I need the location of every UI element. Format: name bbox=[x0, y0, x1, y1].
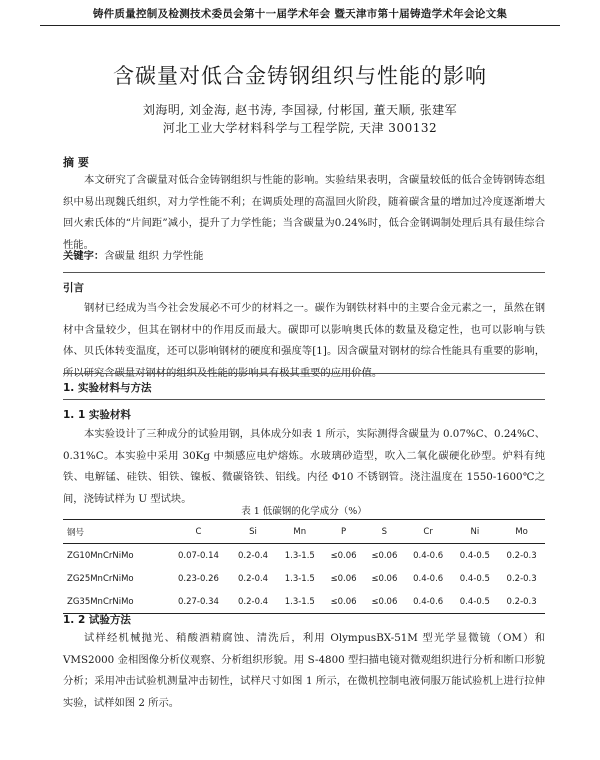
table-row bbox=[63, 567, 545, 590]
running-header: 铸件质量控制及检测技术委员会第十一届学术年会 暨天津市第十届铸造学术年会论文集 bbox=[92, 8, 508, 20]
intro-heading: 引言 bbox=[63, 282, 84, 294]
divider bbox=[63, 399, 545, 400]
keywords bbox=[63, 247, 203, 262]
abstract-text: 本文研究了含碳量对低合金铸钢组织与性能的影响。实验结果表明，含碳量较低的低合金铸钢铸态组织中易出现魏氏组织，对力学性能不利；在调质处理的高温回火阶段，随着碳含量的增加过冷度逐渐增大回火索氏体的“片间距”减小，提升了力学性能；当含碳量为0.24%时，低合金钢调制处理后具有最佳综合性能。 bbox=[63, 174, 545, 251]
author-list: 刘海明, 刘金海, 赵书涛, 李国禄, 付彬国, 董天顺, 张建军 bbox=[142, 103, 458, 117]
table-cell: ≤0.06 bbox=[364, 590, 405, 614]
table-cell: ZG25MnCrNiMo bbox=[67, 573, 134, 584]
table-cell: ≤0.06 bbox=[371, 573, 398, 584]
table-cell: ZG10MnCrNiMo bbox=[67, 550, 134, 561]
abstract-heading: 摘 要 bbox=[63, 156, 89, 169]
section-1-2-heading: 1. 2 试验方法 bbox=[63, 614, 131, 626]
table-cell: 0.4-0.5 bbox=[459, 573, 490, 584]
col-header: 钢号 bbox=[63, 520, 167, 544]
table-cell: 0.4-0.5 bbox=[452, 590, 499, 614]
affiliation: 河北工业大学材料科学与工程学院, 天津 300132 bbox=[162, 121, 438, 135]
section-1-2-text: 试样经机械抛光、稍酸酒精腐蚀、清洗后，利用 OlympusBX-51M 型光学显微镜（OM）和VMS2000 金相图像分析仪观察、分析组织形貌。用 S-4800 型扫描电镜对微观组织进行分析和断口形貌分析；采用冲击试验机测量冲击韧性，试样尺寸如图 1 所示，在微机控制电液伺服万能试验机上进行拉伸实验，试样如图 2 所示。 bbox=[63, 632, 545, 709]
keywords-text: 含碳量 组织 力学性能 bbox=[104, 250, 204, 262]
composition-table bbox=[63, 519, 545, 614]
table-cell: ZG35MnCrNiMo bbox=[63, 590, 167, 614]
intro-text: 钢材已经成为当今社会发展必不可少的材料之一。碳作为钢铁材料中的主要合金元素之一，虽然在钢材中含量较少，但其在钢材中的作用反而最大。碳即可以影响奥氏体的数量及稳定性，也可以影响与铁体、贝氏体转变温度，还可以影响钢材的硬度和强度等[1]。因含碳量对钢材的综合性能具有重要的影响，所以研究含碳量对钢材的组织及性能的影响具有极其重要的应用价值。 bbox=[63, 302, 545, 379]
table-cell: 0.2-0.4 bbox=[237, 573, 269, 584]
table-cell: 0.4-0.6 bbox=[413, 550, 444, 561]
table-caption: 表 1 低碳钢的化学成分（%） bbox=[241, 506, 367, 517]
divider bbox=[63, 373, 545, 374]
keywords-label: 关键字： bbox=[63, 250, 105, 262]
table-cell: 1.3-1.5 bbox=[284, 573, 315, 584]
col-header: C bbox=[167, 520, 229, 544]
col-header: Mn bbox=[276, 520, 323, 544]
col-header: Ni bbox=[452, 520, 499, 544]
table-cell: 0.2-0.4 bbox=[237, 550, 269, 561]
divider bbox=[63, 272, 545, 273]
table-cell: ≤0.06 bbox=[330, 573, 357, 584]
section-1-1-text: 本实验设计了三种成分的试验用钢，具体成分如表 1 所示，实际测得含碳量为 0.07%C、0.24%C、0.31%C。本实验中采用 30Kg 中频感应电炉熔炼。水玻璃砂造型，吹入二氧化碳硬化砂型。炉料有纯铁、电解锰、硅铁、钼铁、镍板、微碳铬铁、铝线。内径 Φ10 不锈钢管。浇注温度在 1550-1600℃之间，浇铸试样为 U 型试块。 bbox=[63, 428, 545, 505]
col-header: Si bbox=[230, 520, 277, 544]
table-cell: 0.4-0.6 bbox=[405, 590, 452, 614]
col-header: S bbox=[364, 520, 405, 544]
table-cell: ≤0.06 bbox=[323, 590, 364, 614]
table-cell: 0.2-0.3 bbox=[506, 550, 537, 561]
table-header-row bbox=[63, 520, 545, 544]
col-header: P bbox=[323, 520, 364, 544]
table-cell: 0.4-0.6 bbox=[413, 573, 444, 584]
header-rule bbox=[40, 25, 560, 26]
table-cell: 0.07-0.14 bbox=[178, 550, 219, 561]
table-cell: 0.2-0.3 bbox=[506, 573, 537, 584]
table-cell: 0.23-0.26 bbox=[178, 573, 219, 584]
table-row bbox=[63, 590, 545, 614]
table-cell: 1.3-1.5 bbox=[276, 590, 323, 614]
table-cell: ≤0.06 bbox=[371, 550, 398, 561]
table-cell: 0.2-0.4 bbox=[230, 590, 277, 614]
col-header: Cr bbox=[405, 520, 452, 544]
section-1-1-heading: 1. 1 实验材料 bbox=[63, 409, 131, 421]
table-row bbox=[63, 544, 545, 568]
section-1-heading: 1. 实验材料与方法 bbox=[63, 382, 152, 394]
table-cell: 0.2-0.3 bbox=[498, 590, 545, 614]
table-cell: 0.4-0.5 bbox=[459, 550, 490, 561]
paper-title: 含碳量对低合金铸钢组织与性能的影响 bbox=[113, 64, 487, 88]
table-cell: ≤0.06 bbox=[330, 550, 357, 561]
table-cell: 1.3-1.5 bbox=[284, 550, 315, 561]
table-cell: 0.27-0.34 bbox=[167, 590, 229, 614]
col-header: Mo bbox=[498, 520, 545, 544]
